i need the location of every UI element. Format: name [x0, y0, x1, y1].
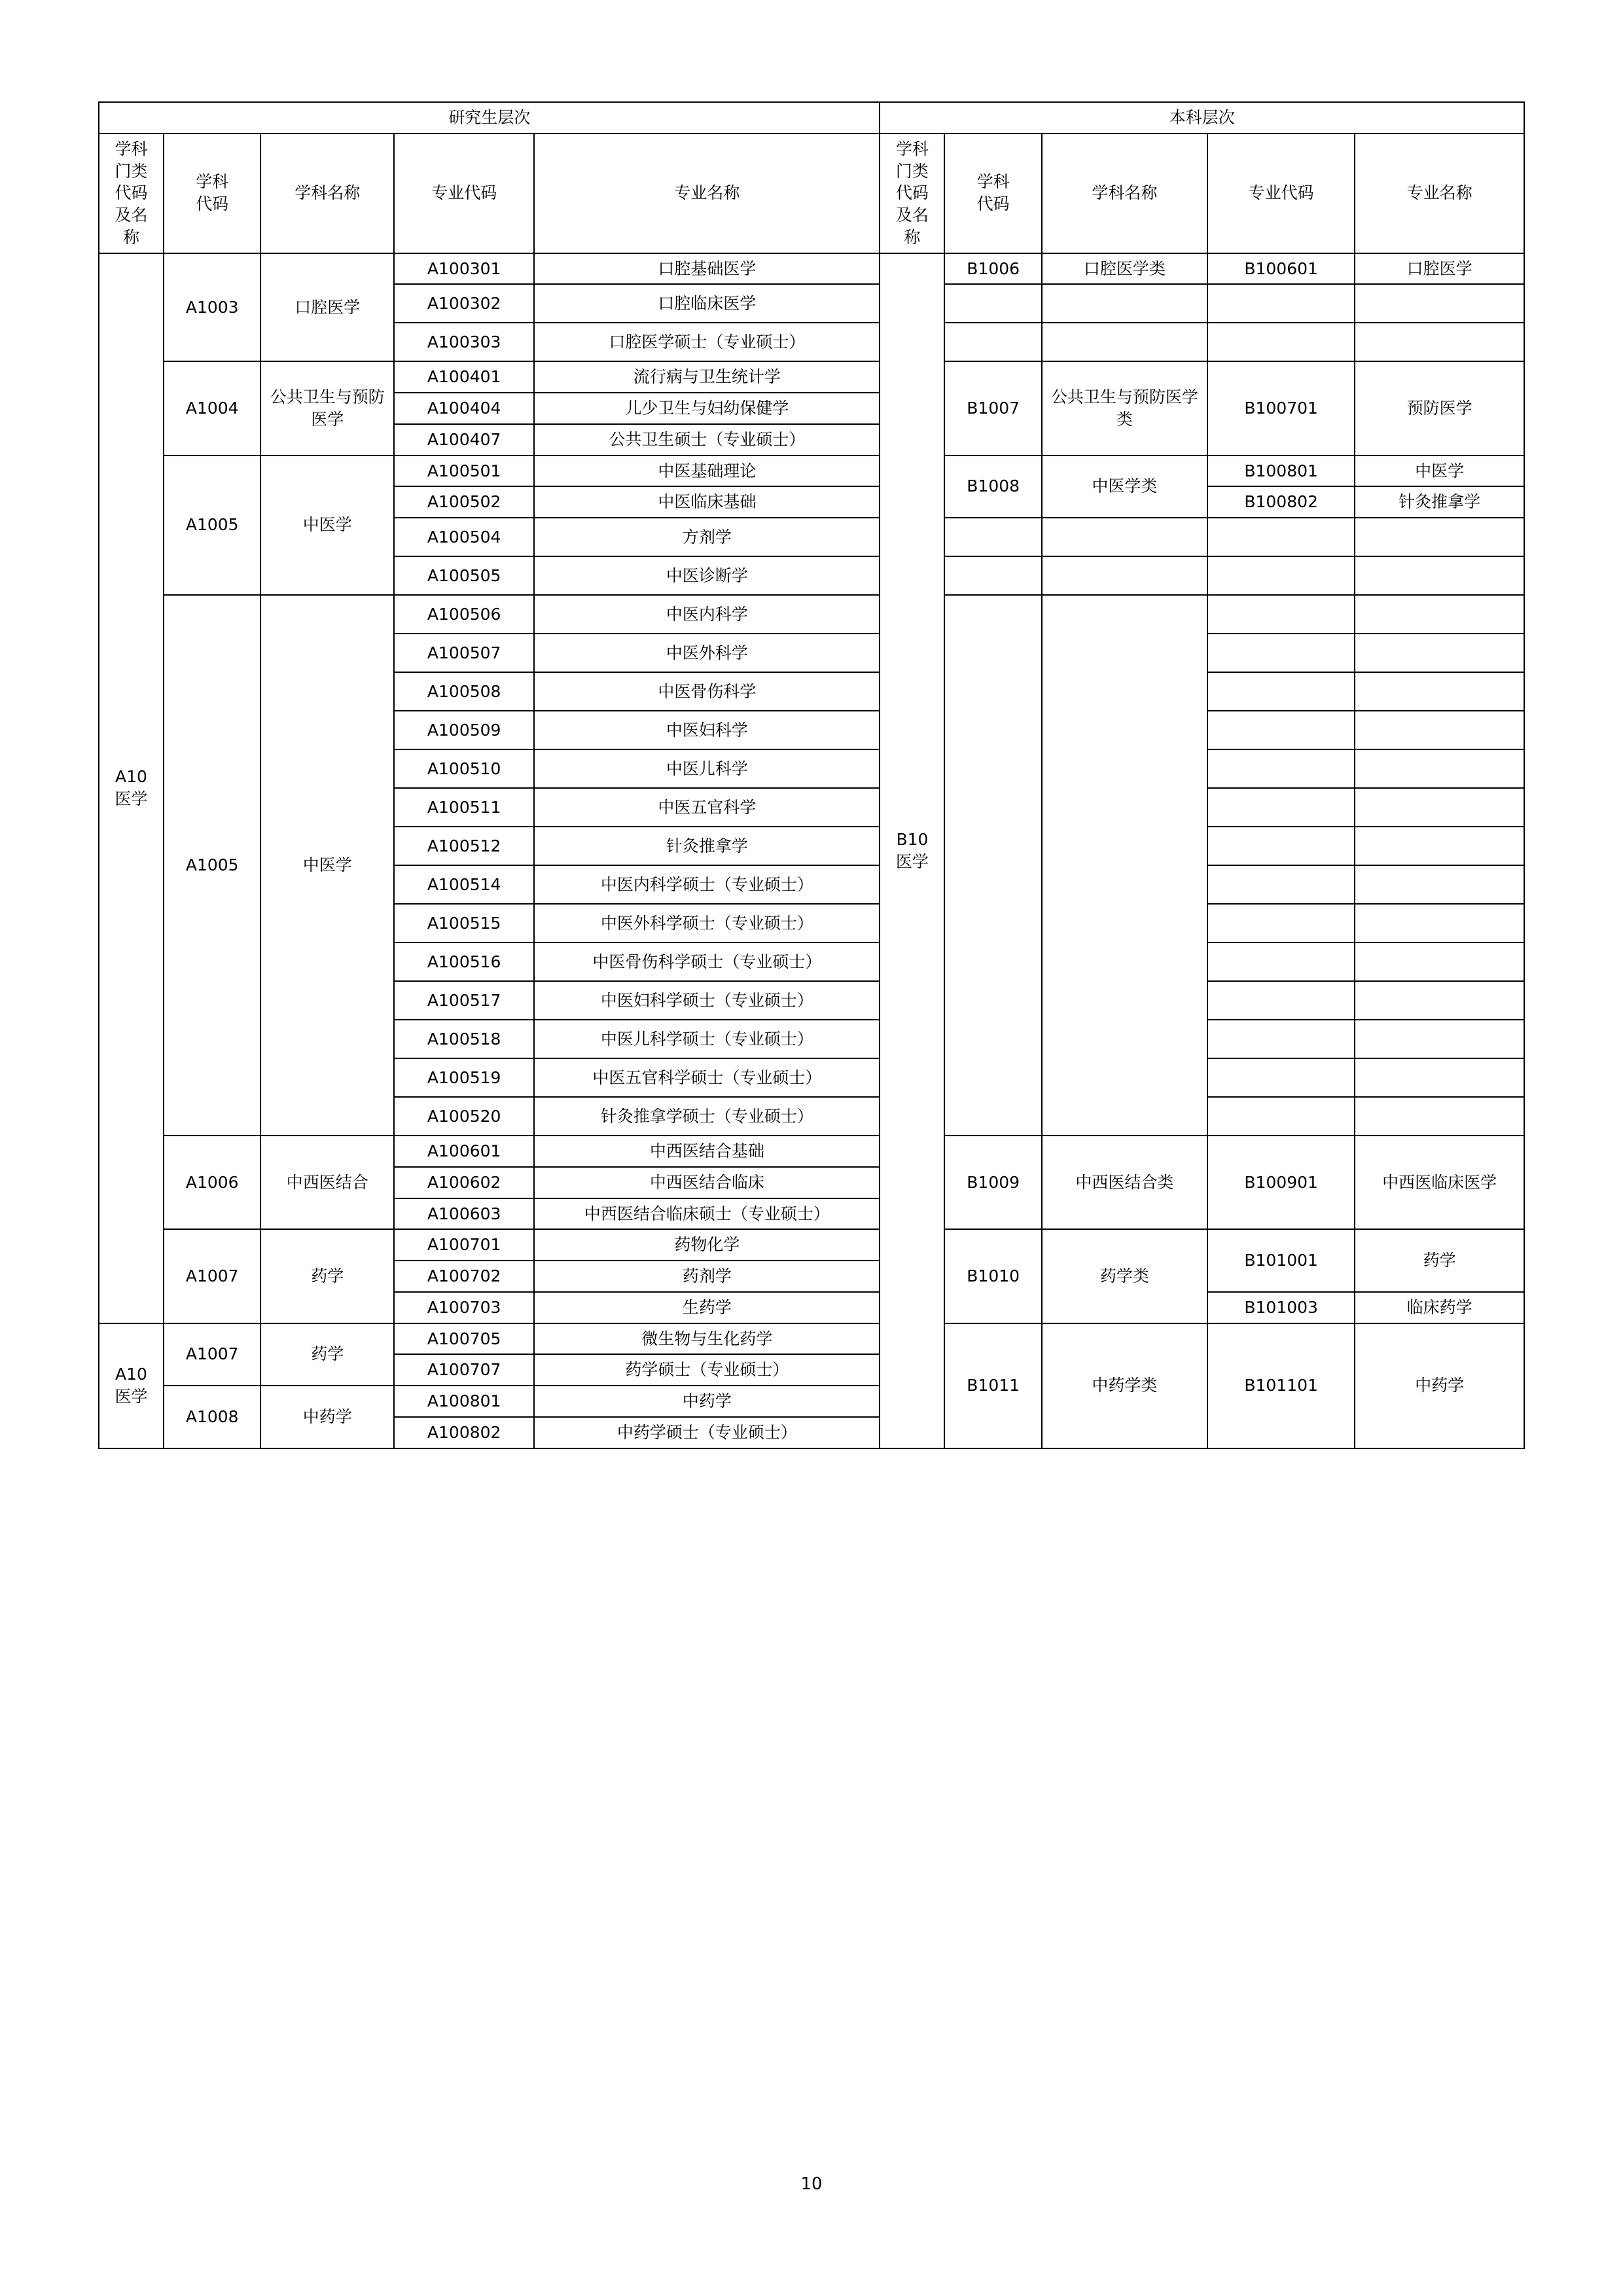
group-header-undergraduate: 本科层次 [880, 102, 1524, 134]
grad-discipline-name: 药学 [260, 1323, 393, 1386]
col-header-grad-major-code: 专业代码 [394, 134, 534, 253]
grad-major-name: 针灸推拿学硕士（专业硕士） [534, 1097, 880, 1136]
col-header-undergrad-major-code: 专业代码 [1207, 134, 1355, 253]
grad-major-code: A100505 [394, 556, 534, 595]
empty-cell [944, 518, 1041, 556]
grad-major-code: A100302 [394, 284, 534, 323]
undergrad-major-code: B100901 [1207, 1136, 1355, 1229]
undergrad-discipline-code: B1009 [944, 1136, 1041, 1229]
grad-major-code: A100518 [394, 1020, 534, 1058]
table-row [99, 1323, 1524, 1355]
table-row [99, 1229, 1524, 1261]
grad-major-name: 口腔基础医学 [534, 253, 880, 285]
empty-cell [1355, 827, 1524, 865]
grad-major-name: 中药学 [534, 1386, 880, 1417]
col-header-grad-discipline-name: 学科名称 [260, 134, 393, 253]
undergrad-discipline-name: 药学类 [1042, 1229, 1207, 1323]
undergrad-major-code: B101003 [1207, 1292, 1355, 1323]
grad-major-name: 中西医结合临床 [534, 1167, 880, 1198]
undergrad-discipline-name: 中药学类 [1042, 1323, 1207, 1448]
undergrad-discipline-code: B1007 [944, 361, 1041, 455]
grad-major-name: 中医外科学硕士（专业硕士） [534, 904, 880, 942]
grad-discipline-name: 中医学 [260, 595, 393, 1136]
grad-major-name: 中医妇科学 [534, 711, 880, 749]
grad-major-code: A100511 [394, 788, 534, 827]
empty-cell [1355, 1097, 1524, 1136]
empty-cell [1355, 942, 1524, 981]
empty-cell [1355, 556, 1524, 595]
grad-major-code: A100801 [394, 1386, 534, 1417]
grad-major-code: A100510 [394, 749, 534, 788]
grad-major-code: A100802 [394, 1417, 534, 1448]
undergrad-discipline-code: B1008 [944, 456, 1041, 518]
undergrad-major-code: B100802 [1207, 486, 1355, 518]
empty-cell [1355, 788, 1524, 827]
table-row [99, 361, 1524, 393]
empty-cell [944, 323, 1041, 361]
grad-major-name: 生药学 [534, 1292, 880, 1323]
grad-major-code: A100702 [394, 1261, 534, 1292]
grad-major-name: 中医五官科学 [534, 788, 880, 827]
col-header-grad-major-name: 专业名称 [534, 134, 880, 253]
col-header-undergrad-discipline-code: 学科 代码 [944, 134, 1041, 253]
grad-discipline-code: A1003 [164, 253, 260, 362]
empty-cell [1355, 323, 1524, 361]
grad-category-cell-1: A10 医学 [99, 253, 164, 1323]
empty-cell [1207, 323, 1355, 361]
grad-major-name: 公共卫生硕士（专业硕士） [534, 424, 880, 456]
grad-category-cell-2: A10 医学 [99, 1323, 164, 1448]
empty-cell [1207, 1058, 1355, 1097]
empty-cell [944, 595, 1041, 1136]
grad-major-code: A100501 [394, 456, 534, 487]
empty-cell [1355, 904, 1524, 942]
undergrad-major-name: 中西医临床医学 [1355, 1136, 1524, 1229]
grad-major-code: A100401 [394, 361, 534, 393]
grad-major-code: A100703 [394, 1292, 534, 1323]
grad-major-code: A100516 [394, 942, 534, 981]
empty-cell [1042, 595, 1207, 1136]
grad-major-name: 口腔临床医学 [534, 284, 880, 323]
grad-major-name: 方剂学 [534, 518, 880, 556]
empty-cell [1207, 556, 1355, 595]
grad-major-code: A100603 [394, 1198, 534, 1230]
grad-major-code: A100508 [394, 672, 534, 711]
grad-major-code: A100520 [394, 1097, 534, 1136]
grad-major-code: A100707 [394, 1354, 534, 1386]
grad-major-name: 微生物与生化药学 [534, 1323, 880, 1355]
grad-discipline-name: 中医学 [260, 456, 393, 596]
undergrad-discipline-code: B1006 [944, 253, 1041, 285]
grad-discipline-code: A1005 [164, 456, 260, 596]
grad-major-name: 中医妇科学硕士（专业硕士） [534, 981, 880, 1020]
grad-major-code: A100515 [394, 904, 534, 942]
grad-major-code: A100407 [394, 424, 534, 456]
grad-major-code: A100705 [394, 1323, 534, 1355]
grad-major-name: 中医五官科学硕士（专业硕士） [534, 1058, 880, 1097]
table-row [99, 456, 1524, 487]
undergrad-discipline-name: 公共卫生与预防医学类 [1042, 361, 1207, 455]
grad-major-code: A100601 [394, 1136, 534, 1167]
grad-major-name: 中医骨伤科学硕士（专业硕士） [534, 942, 880, 981]
empty-cell [944, 556, 1041, 595]
undergrad-major-code: B101101 [1207, 1323, 1355, 1448]
grad-major-code: A100504 [394, 518, 534, 556]
undergrad-major-name: 口腔医学 [1355, 253, 1524, 285]
table-row [99, 595, 1524, 634]
grad-major-code: A100517 [394, 981, 534, 1020]
empty-cell [1355, 711, 1524, 749]
grad-major-code: A100509 [394, 711, 534, 749]
grad-major-name: 中医诊断学 [534, 556, 880, 595]
col-header-undergrad-major-name: 专业名称 [1355, 134, 1524, 253]
grad-major-code: A100701 [394, 1229, 534, 1261]
grad-major-name: 中医儿科学硕士（专业硕士） [534, 1020, 880, 1058]
empty-cell [1355, 672, 1524, 711]
grad-major-name: 针灸推拿学 [534, 827, 880, 865]
grad-discipline-code: A1007 [164, 1229, 260, 1323]
grad-discipline-name: 中西医结合 [260, 1136, 393, 1229]
grad-major-name: 中医儿科学 [534, 749, 880, 788]
grad-major-name: 中医骨伤科学 [534, 672, 880, 711]
grad-major-code: A100512 [394, 827, 534, 865]
empty-cell [1042, 284, 1207, 323]
grad-major-code: A100507 [394, 634, 534, 672]
grad-discipline-code: A1006 [164, 1136, 260, 1229]
grad-major-code: A100506 [394, 595, 534, 634]
grad-major-name: 中医外科学 [534, 634, 880, 672]
undergrad-major-name: 预防医学 [1355, 361, 1524, 455]
empty-cell [1207, 284, 1355, 323]
col-header-undergrad-category: 学科 门类 代码 及名 称 [880, 134, 944, 253]
empty-cell [1355, 749, 1524, 788]
empty-cell [1207, 865, 1355, 904]
undergrad-major-name: 中医学 [1355, 456, 1524, 487]
grad-discipline-name: 中药学 [260, 1386, 393, 1448]
empty-cell [1355, 634, 1524, 672]
empty-cell [1355, 981, 1524, 1020]
grad-discipline-code: A1005 [164, 595, 260, 1136]
undergrad-major-name: 针灸推拿学 [1355, 486, 1524, 518]
empty-cell [1355, 865, 1524, 904]
empty-cell [1207, 518, 1355, 556]
table-column-header-row [99, 134, 1524, 253]
empty-cell [1207, 749, 1355, 788]
grad-discipline-name: 药学 [260, 1229, 393, 1323]
empty-cell [1355, 1058, 1524, 1097]
grad-major-code: A100301 [394, 253, 534, 285]
col-header-grad-category: 学科 门类 代码 及名 称 [99, 134, 164, 253]
table-row [99, 253, 1524, 285]
discipline-major-table [98, 101, 1525, 1449]
empty-cell [1207, 827, 1355, 865]
grad-major-name: 药物化学 [534, 1229, 880, 1261]
grad-major-name: 中医基础理论 [534, 456, 880, 487]
undergrad-major-code: B100701 [1207, 361, 1355, 455]
empty-cell [944, 284, 1041, 323]
empty-cell [1355, 1020, 1524, 1058]
group-header-graduate: 研究生层次 [99, 102, 880, 134]
grad-discipline-code: A1007 [164, 1323, 260, 1386]
empty-cell [1207, 981, 1355, 1020]
empty-cell [1355, 284, 1524, 323]
grad-major-name: 儿少卫生与妇幼保健学 [534, 393, 880, 424]
grad-discipline-code: A1008 [164, 1386, 260, 1448]
empty-cell [1207, 711, 1355, 749]
table-row [99, 1136, 1524, 1167]
grad-major-name: 中医内科学硕士（专业硕士） [534, 865, 880, 904]
grad-major-name: 口腔医学硕士（专业硕士） [534, 323, 880, 361]
undergrad-major-name: 药学 [1355, 1229, 1524, 1292]
empty-cell [1207, 672, 1355, 711]
grad-major-name: 药学硕士（专业硕士） [534, 1354, 880, 1386]
empty-cell [1207, 1097, 1355, 1136]
grad-major-name: 中医临床基础 [534, 486, 880, 518]
empty-cell [1207, 904, 1355, 942]
undergrad-discipline-name: 中医学类 [1042, 456, 1207, 518]
undergrad-discipline-code: B1011 [944, 1323, 1041, 1448]
empty-cell [1042, 518, 1207, 556]
empty-cell [1207, 595, 1355, 634]
grad-major-code: A100404 [394, 393, 534, 424]
grad-major-code: A100502 [394, 486, 534, 518]
undergrad-discipline-name: 中西医结合类 [1042, 1136, 1207, 1229]
undergrad-major-code: B100801 [1207, 456, 1355, 487]
grad-major-code: A100602 [394, 1167, 534, 1198]
grad-major-code: A100519 [394, 1058, 534, 1097]
empty-cell [1207, 634, 1355, 672]
grad-major-name: 中西医结合临床硕士（专业硕士） [534, 1198, 880, 1230]
undergrad-major-code: B100601 [1207, 253, 1355, 285]
empty-cell [1207, 1020, 1355, 1058]
grad-major-name: 中西医结合基础 [534, 1136, 880, 1167]
page-number: 10 [800, 2174, 823, 2194]
grad-major-name: 药剂学 [534, 1261, 880, 1292]
undergrad-category-cell-1: B10 医学 [880, 253, 944, 1448]
grad-discipline-name: 口腔医学 [260, 253, 393, 362]
grad-discipline-code: A1004 [164, 361, 260, 455]
col-header-undergrad-discipline-name: 学科名称 [1042, 134, 1207, 253]
grad-major-code: A100303 [394, 323, 534, 361]
grad-major-name: 中医内科学 [534, 595, 880, 634]
empty-cell [1355, 518, 1524, 556]
empty-cell [1207, 942, 1355, 981]
grad-major-code: A100514 [394, 865, 534, 904]
grad-discipline-name: 公共卫生与预防医学 [260, 361, 393, 455]
empty-cell [1207, 788, 1355, 827]
grad-major-name: 中药学硕士（专业硕士） [534, 1417, 880, 1448]
undergrad-major-name: 临床药学 [1355, 1292, 1524, 1323]
undergrad-major-name: 中药学 [1355, 1323, 1524, 1448]
undergrad-discipline-code: B1010 [944, 1229, 1041, 1323]
undergrad-discipline-name: 口腔医学类 [1042, 253, 1207, 285]
empty-cell [1042, 556, 1207, 595]
table-group-header-row [99, 102, 1524, 134]
empty-cell [1042, 323, 1207, 361]
empty-cell [1355, 595, 1524, 634]
undergrad-major-code: B101001 [1207, 1229, 1355, 1292]
col-header-grad-discipline-code: 学科 代码 [164, 134, 260, 253]
grad-major-name: 流行病与卫生统计学 [534, 361, 880, 393]
